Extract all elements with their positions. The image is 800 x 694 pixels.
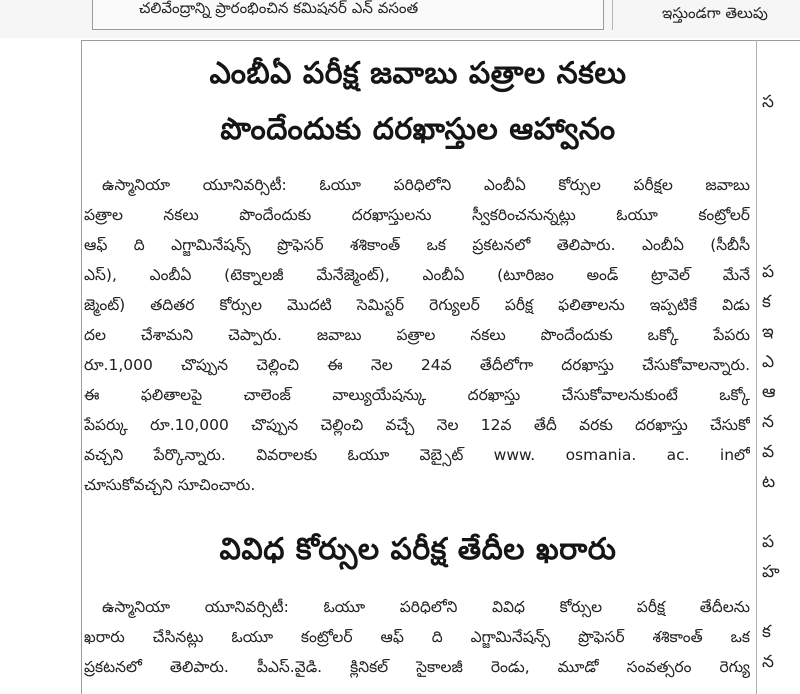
article1-line: జ్మెంట్) తదితర కోర్సుల మొదటి సెమిస్టర్ రెగ్యులర్ పరీక్ష ఫలితాలను ఇప్పటికే విడు [84, 296, 750, 314]
article2-headline: వివిధ కోర్సుల పరీక్ష తేదీల ఖరారు [219, 532, 617, 567]
neighbour-story-fragment: ఇస్తుండగా తెలుపు [662, 4, 768, 22]
top-strip [0, 0, 800, 38]
article1-line: చూసుకోవచ్చని సూచించారు. [84, 476, 256, 494]
right-column-rule [756, 40, 757, 694]
right-column-glyph: హ [762, 562, 780, 582]
right-column-glyph: ప [762, 262, 775, 282]
right-column-glyph: ఎ [762, 352, 775, 372]
right-column-glyph: ఆ [762, 382, 776, 402]
article1-line: ఆఫ్ ది ఎగ్జామినేషన్స్ ప్రొఫెసర్ శశికాంత్ ఒక ప్రకటనలో తెలిపారు. ఎంబీఏ (సీబీసీ [84, 236, 750, 254]
column-divider [612, 0, 613, 30]
article1-line: పత్రాల నకలు పొందేందుకు దరఖాస్తులను స్వీకరించనున్నట్లు ఓయూ కంట్రోలర్ [84, 206, 750, 224]
article1-line: ఈ ఫలితాలపై చాలెంజ్ వాల్యుయేషన్కు దరఖాస్తు చేసుకోవాలనుకుంటే ఒక్కో [84, 386, 750, 404]
article1-line: దల చేశామని చెప్పారు. జవాబు పత్రాల నకలు పొందేందుకు ఒక్కో పేపరు [84, 326, 750, 344]
right-column-glyph: ప [762, 532, 775, 552]
article1-line: ఉస్మానియా యూనివర్సిటీ: ఓయూ పరిధిలోని ఎంబీఏ కోర్సుల పరీక్షల జవాబు [102, 176, 750, 194]
article2-line: ప్రకటనలో తెలిపారు. పీఎస్.వైడి. క్లినికల్ సైకాలజీ రెండు, మూడో సంవత్సరం రెగ్యు [84, 658, 750, 676]
right-column-glyph: న [762, 412, 774, 432]
right-column-glyph: ఇ [762, 322, 774, 342]
article2-line: ఉస్మానియా యూనివర్సిటీ: ఓయూ పరిధిలోని వివిధ కోర్సుల పరీక్ష తేదీలను [102, 598, 750, 616]
article1-line: పేపర్కు రూ.10,000 చొప్పున చెల్లించి వచ్చే నెల 12వ తేదీ వరకు దరఖాస్తు చేసుకో [84, 416, 750, 434]
right-column-glyph: ట [762, 472, 776, 492]
right-column-glyph: స [762, 92, 774, 112]
previous-story-box [92, 0, 604, 30]
right-column-glyph: వ [762, 442, 775, 462]
article1-line: ఎస్), ఎంబీఏ (టెక్నాలజీ మేనేజ్మెంట్), ఎంబీఏ (టూరిజం అండ్ ట్రావెల్ మేనే [84, 266, 750, 284]
article1-line: రూ.1,000 చొప్పున చెల్లించి ఈ నెల 24వ తేదీలోగా దరఖాస్తు చేసుకోవాలన్నారు. [84, 356, 750, 374]
horizontal-rule [82, 40, 800, 41]
article2-line: ఖరారు చేసినట్లు ఓయూ కంట్రోలర్ ఆఫ్ ది ఎగ్జామినేషన్స్ ప్రొఫెసర్ శశికాంత్ ఒక [84, 628, 750, 646]
right-column-glyph: క [762, 622, 771, 642]
article1-headline-line2: పొందేందుకు దరఖాస్తుల ఆహ్వానం [220, 112, 616, 147]
right-column-glyph: క [762, 292, 771, 312]
article1-headline-line1: ఎంబీఏ పరీక్ష జవాబు పత్రాల నకలు [209, 56, 627, 91]
right-column-glyph: న [762, 652, 774, 672]
left-column-rule [81, 40, 82, 694]
article1-line: వచ్చని పేర్కొన్నారు. వివరాలకు ఓయూ వెబ్సైట్ www. osmania. ac. inలో [84, 446, 750, 464]
previous-story-caption: చలివేంద్రాన్ని ప్రారంభించిన కమిషనర్ ఎన్ వసంత [139, 0, 419, 17]
